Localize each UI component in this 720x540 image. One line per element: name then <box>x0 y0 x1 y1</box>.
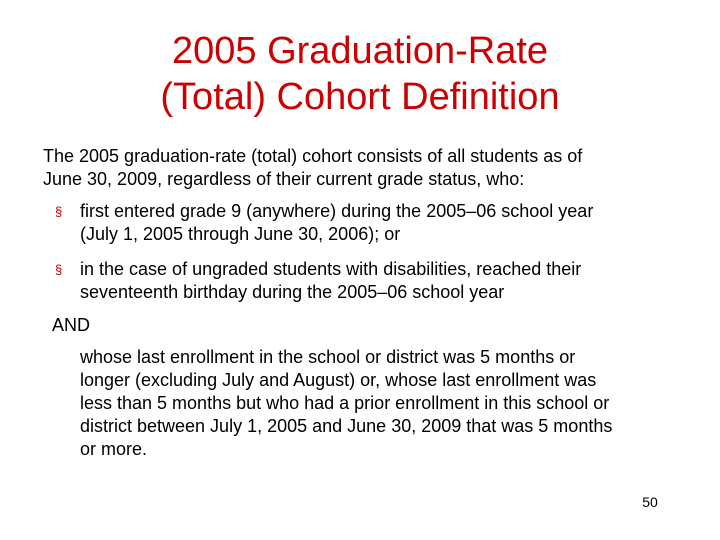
slide-title <box>0 28 720 120</box>
bullet-1-line-1: first entered grade 9 (anywhere) during the 2005–06 school year <box>80 201 594 221</box>
bullet-list <box>52 200 692 316</box>
page-number: 50 <box>642 494 658 510</box>
bullet-2-line-1: in the case of ungraded students with disabilities, reached their <box>80 259 582 279</box>
bullet-2-line-2: seventeenth birthday during the 2005–06 school year <box>80 282 505 302</box>
closing-line-4: district between July 1, 2005 and June 30, 2009 that was 5 months <box>80 416 613 436</box>
bullet-marker-icon: § <box>55 262 63 277</box>
title-line-2: (Total) Cohort Definition <box>160 76 560 118</box>
closing-line-1: whose last enrollment in the school or district was 5 months or <box>80 347 576 367</box>
intro-line-2: June 30, 2009, regardless of their current grade status, who: <box>43 169 525 189</box>
bullet-item-first-entered <box>52 200 692 246</box>
intro-line-1: The 2005 graduation-rate (total) cohort consists of all students as of <box>43 146 583 166</box>
closing-paragraph <box>80 346 680 461</box>
bullet-item-ungraded <box>52 258 692 304</box>
bullet-marker-icon: § <box>55 204 63 219</box>
closing-line-3: less than 5 months but who had a prior enrollment in this school or <box>80 393 610 413</box>
title-line-1: 2005 Graduation-Rate <box>171 30 549 72</box>
bullet-1-line-2: (July 1, 2005 through June 30, 2006); or <box>80 224 401 244</box>
and-label: AND <box>52 315 91 335</box>
closing-line-5: or more. <box>80 439 148 459</box>
closing-line-2: longer (excluding July and August) or, whose last enrollment was <box>80 370 597 390</box>
intro-paragraph <box>43 145 693 191</box>
